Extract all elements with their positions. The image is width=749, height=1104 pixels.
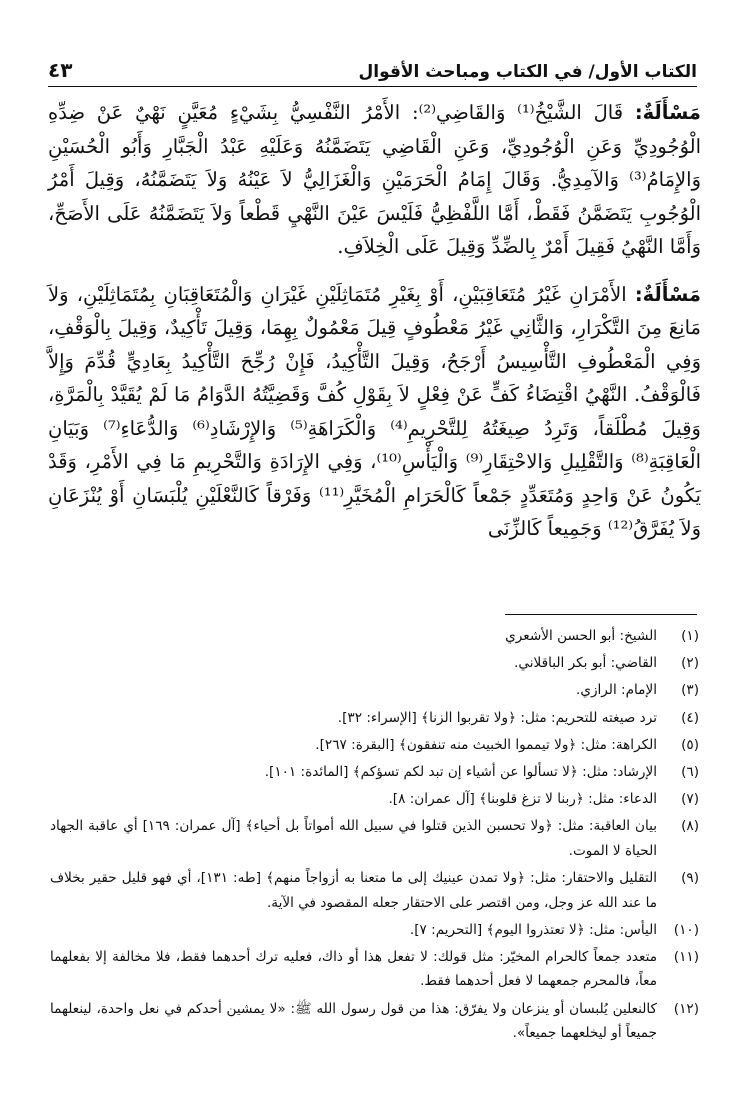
page-number: ٤٣ [48, 58, 73, 82]
footnote-text: الشيخ: أبو الحسن الأشعري [505, 628, 657, 644]
footnote [50, 866, 699, 915]
footnote-text: كالنعلين يُلبسان أو ينزعان ولا يفرّق: هذا من قول رسول الله ﷺ: «لا يمشين أحدكم في نعل واحدة، لينعلهما جميعاً أو ليخلعهما جميعاً». [50, 1000, 657, 1042]
footnote [50, 733, 699, 758]
paragraph-text: الأَمْرَانِ غَيْرُ مُتَعَاقِبَيْنِ، أَوْ بِغَيْرِ مُتَمَاثِلَيْنِ غَيْرَانِ وَالْمُتَعَاقِبَانِ بِمُتَمَاثِلَيْنِ، وَلاَ مَانِعَ مِنَ التَّكْرَارِ، وَالثَّانِي غَيْرُ مَعْطُوفٍ قِيلَ مَعْمُولٌ بِهِمَا، وَقِيلَ تَأْكِيدٌ، وَقِيلَ بِالْوَقْفِ، وَفِي الْمَعْطُوفِ التَّأْسِيسُ أَرْجَحُ، وَقِيلَ التَّأْكِيدُ، فَإِنْ رُجِّحَ التَّأْكِيدُ بِعَادِيٍّ قُدِّمَ وَإِلاَّ فَالْوَقْفُ. النَّهْيُ اقْتِضَاءُ كَفٍّ عَنْ فِعْلٍ لاَ بِقَوْلِ كُفَّ وَقَضِيَّتُهُ الدَّوَامُ مَا لَمْ يُقَيَّدْ بِالْمَرَّةِ، وَقِيلَ مُطْلَقاً، وَتَرِدُ صِيغَتُهُ لِلتَّحْرِيمِ⁽⁴⁾ وَالْكَرَاهَةِ⁽⁵⁾ وَالإِرْشَادِ⁽⁶⁾ وَالدُّعَاءِ⁽⁷⁾ وَبَيَانِ الْعَاقِبَةِ⁽⁸⁾ وَالتَّقْلِيلِ وَالاحْتِقَارِ⁽⁹⁾ وَالْيَأْسِ⁽¹⁰⁾، وَفِي الإِرَادَةِ وَالتَّحْرِيمِ مَا فِي الأَمْرِ، وَقَدْ يَكُونُ عَنْ وَاحِدٍ وَمُتَعَدِّدٍ جَمْعاً كَالْحَرَامِ الْمُخَيَّرِ⁽¹¹⁾ وَفَرْقاً كَالنَّعْلَيْنِ يُلْبَسَانِ أَوْ يُنْزَعَانِ وَلاَ يُفَرَّقُ⁽¹²⁾ وَجَمِيعاً كَالزِّنَى [48, 282, 701, 540]
footnote-text: متعدد جمعاً كالحرام المخيّر: مثل قولك: لا تفعل هذا أو ذاك، فعليه ترك أحدهما فقط، فلا مخالفة إلا بفعلهما معاً، فالمحرم جمعهما لا فعل أحدهما فقط. [50, 948, 657, 990]
footnote [50, 787, 699, 812]
footnote [50, 997, 699, 1046]
paragraph-lead: مَسْأَلَةٌ: [634, 282, 701, 306]
running-header [48, 52, 697, 87]
footnote-text: الإرشاد: مثل: ﴿لا تسألوا عن أشياء إن تبد لكم تسؤكم﴾ [المائدة: ١٠١]. [264, 763, 657, 780]
footnote-number: (٥) [681, 736, 699, 753]
footnote [50, 678, 699, 703]
footnote-text: ترد صيغته للتحريم: مثل: ﴿ولا تقربوا الزنا﴾ [الإسراء: ٣٢]. [337, 709, 657, 726]
footnote-text: بيان العاقبة: مثل: ﴿ولا تحسبن الذين قتلوا في سبيل الله أمواتاً بل أحياء﴾ [آل عمران: ١٦٩] أي عاقبة الجهاد الحياة لا الموت. [50, 818, 657, 859]
footnote-number: (١١) [673, 948, 699, 965]
footnote-text: القاضي: أبو بكر الباقلاني. [514, 655, 657, 672]
footnote-text: التقليل والاحتقار: مثل: ﴿ولا تمدن عينيك إلى ما متعنا به أزواجاً منهم﴾ [طه: ١٣١]، أي فهو قليل حقير بخلاف ما عند الله عز وجل، ومن اقتصر على الاحتقار جعله المقصود في الآية. [50, 870, 657, 911]
paragraph-lead: مَسْأَلَةٌ: [634, 101, 701, 124]
footnote-number: (٦) [681, 763, 699, 780]
footnote [50, 814, 699, 863]
footnote [50, 706, 699, 731]
footnote [50, 945, 699, 994]
paragraph-mas-ala-1 [48, 96, 701, 264]
running-title: الكتاب الأول/ في الكتاب ومباحث الأقوال [358, 62, 697, 82]
paragraph-mas-ala-2 [48, 278, 701, 546]
footnote-number: (٨) [681, 818, 699, 835]
main-text [48, 96, 701, 546]
footnote-number: (٩) [681, 870, 699, 886]
footnote [50, 624, 699, 649]
footnote-number: (٢) [681, 655, 699, 672]
footnote [50, 651, 699, 676]
footnote-number: (١) [681, 628, 699, 644]
footnote-text: اليأس: مثل: ﴿لا تعتذروا اليوم﴾ [التحريم: ٧]. [409, 921, 657, 938]
footnote-separator [505, 614, 697, 615]
footnotes [50, 624, 699, 1048]
footnote-number: (١٠) [673, 921, 699, 938]
footnote-text: الدعاء: مثل: ﴿ربنا لا تزغ قلوبنا﴾ [آل عمران: ٨]. [388, 791, 657, 808]
footnote-text: الكراهة: مثل: ﴿ولا تيمموا الخبيث منه تنفقون﴾ [البقرة: ٢٦٧]. [315, 736, 657, 753]
footnote-number: (٤) [681, 709, 699, 726]
paragraph-text: قَالَ الشَّيْخُ⁽¹⁾ وَالقَاضِي⁽²⁾: الأَمْرُ النَّفْسِيُّ بِشَيْءٍ مُعَيَّنٍ نَهْيٌ عَنْ ضِدِّهِ الْوُجُودِيِّ وَعَنِ الْوُجُودِيِّ، وَعَنِ الْقَاضِي يَتَضَمَّنُهُ وَعَلَيْهِ عَبْدُ الْجَبَّارِ وَأَبُو الْحُسَيْنِ وَالإِمَامُ⁽³⁾ وَالآمِدِيُّ. وَقَالَ إِمَامُ الْحَرَمَيْنِ وَالْغَزَالِيُّ لاَ عَيْنُهُ وَلاَ يَتَضَمَّنُهُ، وَقِيلَ أَمْرُ الْوُجُوبِ يَتَضَمَّنُ فَقَطْ، أَمَّا اللَّفْظِيُّ فَلَيْسَ عَيْنَ النَّهْيِ قَطْعاً وَلاَ يَتَضَمَّنُهُ عَلَى الأَصَحِّ، وَأَمَّا النَّهْيُ فَقِيلَ أَمْرٌ بِالضِّدِّ وَقِيلَ عَلَى الْخِلاَفِ. [48, 101, 701, 258]
footnote-number: (١٢) [673, 1000, 699, 1017]
footnote [50, 918, 699, 943]
footnote-text: الإمام: الرازي. [576, 682, 657, 699]
footnote-number: (٧) [681, 791, 699, 808]
footnote [50, 760, 699, 785]
footnote-number: (٣) [681, 682, 699, 699]
